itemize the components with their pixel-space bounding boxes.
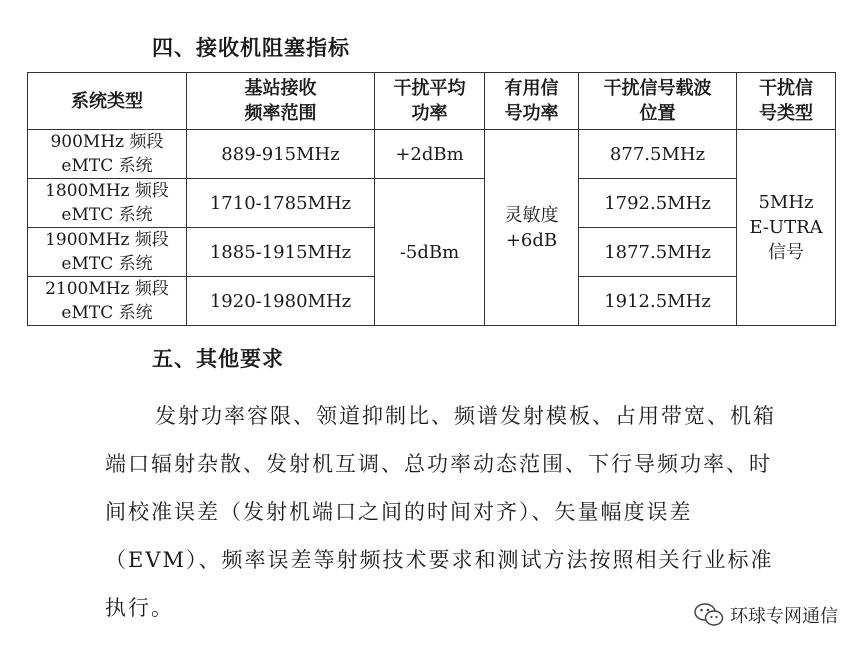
cell-system: 1900MHz 频段 eMTC 系统 [28, 228, 187, 277]
watermark-text: 环球专网通信 [730, 606, 838, 627]
cell-range: 889-915MHz [187, 130, 375, 179]
header-receive-range: 基站接收 频率范围 [187, 73, 375, 130]
section-4-heading: 四、接收机阻塞指标 [152, 36, 350, 60]
cell-carrier: 877.5MHz [579, 130, 737, 179]
cell-range: 1920-1980MHz [187, 277, 375, 326]
section-5-heading: 五、其他要求 [152, 347, 284, 371]
cell-carrier: 1912.5MHz [579, 277, 737, 326]
wechat-icon [694, 602, 724, 628]
cell-range: 1885-1915MHz [187, 228, 375, 277]
cell-system: 1800MHz 频段 eMTC 系统 [28, 179, 187, 228]
cell-interference-power: -5dBm [375, 179, 485, 326]
watermark [694, 602, 838, 628]
table-header-row [28, 73, 836, 130]
cell-system: 900MHz 频段 eMTC 系统 [28, 130, 187, 179]
header-system-type: 系统类型 [28, 73, 187, 130]
header-useful-signal-power: 有用信 号功率 [485, 73, 579, 130]
table-row [28, 179, 836, 228]
paragraph-text: 发射功率容限、领道抑制比、频谱发射模板、占用带宽、机箱端口辐射杂散、发射机互调、总功率动态范围、下行导频功率、时间校准误差（发射机端口之间的时间对齐）、矢量幅度误差（EVM）、频率误差等射频技术要求和测试方法按照相关行业标准执行。 [105, 404, 776, 620]
header-interference-power: 干扰平均 功率 [375, 73, 485, 130]
cell-range: 1710-1785MHz [187, 179, 375, 228]
header-interference-type: 干扰信 号类型 [737, 73, 836, 130]
cell-carrier: 1877.5MHz [579, 228, 737, 277]
receiver-blocking-table [27, 72, 836, 326]
other-requirements-paragraph [105, 392, 785, 632]
cell-interference-type: 5MHz E-UTRA 信号 [737, 130, 836, 326]
cell-carrier: 1792.5MHz [579, 179, 737, 228]
header-carrier-position: 干扰信号载波 位置 [579, 73, 737, 130]
table-row [28, 130, 836, 179]
cell-system: 2100MHz 频段 eMTC 系统 [28, 277, 187, 326]
cell-useful-signal-power: 灵敏度 +6dB [485, 130, 579, 326]
cell-interference-power: +2dBm [375, 130, 485, 179]
